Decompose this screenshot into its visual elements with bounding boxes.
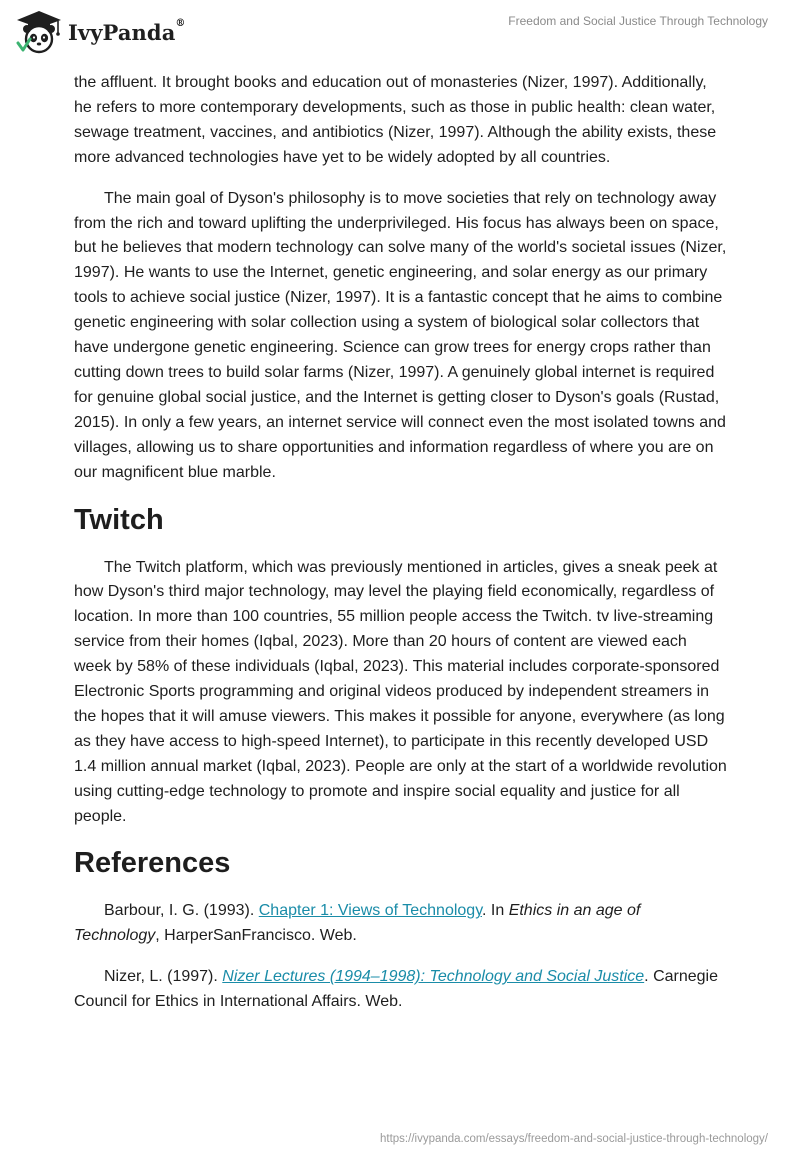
running-title: Freedom and Social Justice Through Technology xyxy=(508,14,768,28)
reference-barbour: Barbour, I. G. (1993). Chapter 1: Views of Technology. In Ethics in an age of Technology, HarperSanFrancisco. Web. xyxy=(74,902,641,945)
paragraph-continuation: the affluent. It brought books and education out of monasteries (Nizer, 1997). Additionally, he refers to more contemporary developments, such as those in public health: clean water, sewage treatment, vaccines, and antibiotics (Nizer, 1997). Although the ability exists, these more advanced technologies have yet to be widely adopted by all countries. xyxy=(74,74,717,166)
page-header xyxy=(0,0,800,64)
reference-nizer: Nizer, L. (1997). Nizer Lectures (1994–1998): Technology and Social Justice. Carnegie Council for Ethics in International Affairs. Web. xyxy=(74,968,718,1011)
footer-url[interactable]: https://ivypanda.com/essays/freedom-and-social-justice-through-technology/ xyxy=(380,1133,768,1145)
heading-twitch: Twitch xyxy=(74,503,164,536)
brand-name: IvyPanda® xyxy=(68,17,186,45)
paragraph-dyson-philosophy: The main goal of Dyson's philosophy is to move societies that rely on technology away from the rich and toward uplifting the underprivileged. His focus has always been on space, but he believes that modern technology can solve many of the world's societal issues (Nizer, 1997). He wants to use the Internet, genetic engineering, and solar energy as our primary tools to achieve social justice (Nizer, 1997). It is a fantastic concept that he aims to combine genetic engineering with solar collection using a system of biological solar collectors that have undergone genetic engineering. Science can grow trees for energy crops rather than cutting down trees to build solar farms (Nizer, 1997). A genuinely global internet is required for genuine global social justice, and the Internet is getting closer to Dyson's goals (Rustad, 2015). In only a few years, an internet service will connect even the most isolated towns and villages, allowing us to share opportunities and information regardless of where you are on our magnificent blue marble. xyxy=(74,189,727,481)
essay-body xyxy=(74,71,728,1015)
reference-link-barbour[interactable]: Chapter 1: Views of Technology xyxy=(258,902,482,920)
panda-graduate-icon xyxy=(14,9,64,55)
reference-link-nizer[interactable]: Nizer Lectures (1994–1998): Technology and Social Justice xyxy=(222,968,645,986)
ivypanda-logo[interactable] xyxy=(14,8,214,56)
heading-references: References xyxy=(74,847,231,880)
paragraph-twitch: The Twitch platform, which was previously mentioned in articles, gives a sneak peek at how Dyson's third major technology, may level the playing field economically, regardless of location. In more than 100 countries, 55 million people access the Twitch. tv live-streaming service from their homes (Iqbal, 2023). More than 20 hours of content are viewed each week by 58% of these individuals (Iqbal, 2023). This material includes corporate-sponsored Electronic Sports programming and original videos produced by independent streamers in the hopes that it will amuse viewers. This makes it possible for anyone, everywhere (as long as they have access to high-speed Internet), to participate in this recently developed USD 1.4 million annual market (Iqbal, 2023). People are only at the start of a worldwide revolution using cutting-edge technology to promote and inspire social equality and justice for all people. xyxy=(74,558,727,825)
